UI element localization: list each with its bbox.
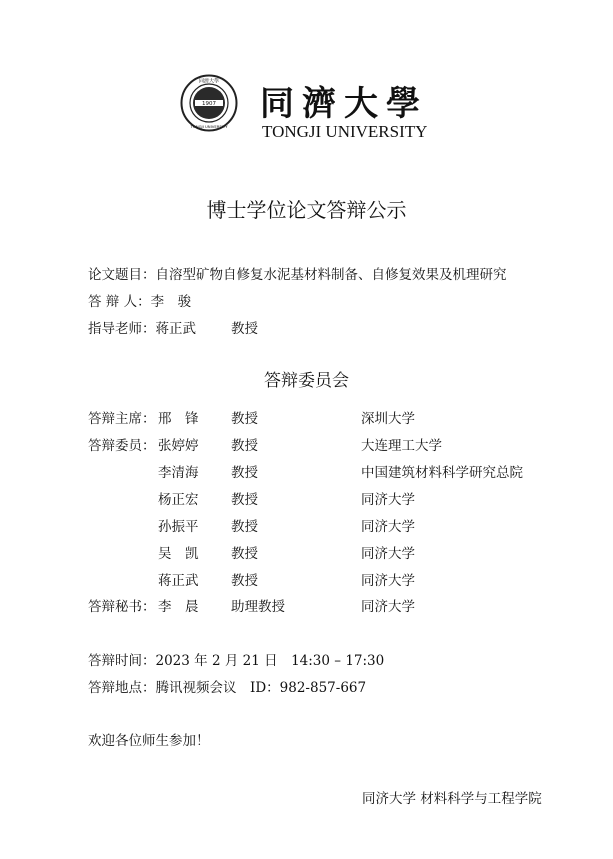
member-role: 答辩秘书： [88, 599, 156, 615]
member-title: 教授 [231, 519, 258, 535]
footer-signature: 同济大学 材料科学与工程学院 [362, 791, 542, 807]
member-name: 蒋正武 [158, 573, 199, 589]
defense-place-row [88, 676, 366, 696]
advisor-row [88, 317, 196, 337]
member-org: 中国建筑材料科学研究总院 [361, 465, 523, 481]
member-title: 教授 [231, 438, 258, 454]
member-title: 教授 [231, 573, 258, 589]
member-name: 邢 锋 [158, 411, 199, 427]
advisor-title: 教授 [231, 321, 258, 337]
member-name: 孙振平 [158, 519, 199, 535]
member-org: 大连理工大学 [361, 438, 442, 454]
member-role: 答辩主席： [88, 411, 156, 427]
committee-heading: 答辩委员会 [264, 371, 349, 391]
thesis-title-label: 论文题目： [88, 267, 156, 283]
member-org: 同济大学 [361, 573, 415, 589]
member-name: 李清海 [158, 465, 199, 481]
member-title: 教授 [231, 465, 258, 481]
member-name: 张婷婷 [158, 438, 199, 454]
member-name: 李 晨 [158, 599, 199, 615]
member-org: 同济大学 [361, 519, 415, 535]
defense-place-label: 答辩地点： [88, 680, 156, 696]
member-org: 同济大学 [361, 599, 415, 615]
university-name-en: TONGJI UNIVERSITY [262, 122, 428, 141]
advisor-name: 蒋正武 [155, 321, 196, 337]
seal-year: 1907 [202, 101, 216, 107]
university-header [180, 74, 440, 144]
candidate-row [88, 290, 191, 310]
member-org: 深圳大学 [361, 411, 415, 427]
defense-time-row [88, 649, 384, 669]
defense-time-label: 答辩时间： [88, 653, 156, 669]
thesis-title-row [88, 263, 507, 283]
member-title: 教授 [231, 546, 258, 562]
member-title: 教授 [231, 492, 258, 508]
member-title: 教授 [231, 411, 258, 427]
member-title: 助理教授 [231, 599, 285, 615]
welcome-text: 欢迎各位师生参加！ [88, 733, 210, 749]
seal-top-text: 同濟大學 [198, 78, 220, 85]
member-org: 同济大学 [361, 492, 415, 508]
member-role: 答辩委员： [88, 438, 156, 454]
thesis-title-value: 自溶型矿物自修复水泥基材料制备、自修复效果及机理研究 [155, 267, 507, 283]
page-title: 博士学位论文答辩公示 [206, 198, 407, 222]
candidate-name: 李 骏 [150, 294, 192, 310]
member-org: 同济大学 [361, 546, 415, 562]
advisor-label: 指导老师： [88, 321, 156, 337]
seal-bottom-text: TONGJI UNIVERSITY [190, 124, 228, 129]
university-name-cn: 同濟大學 [260, 84, 428, 124]
defense-time-value: 2023 年 2 月 21 日 14:30 – 17:30 [155, 653, 385, 669]
defense-place-value: 腾讯视频会议 ID：982-857-667 [155, 680, 367, 696]
university-seal-icon [180, 74, 238, 132]
member-name: 吴 凯 [158, 546, 199, 562]
member-name: 杨正宏 [158, 492, 199, 508]
candidate-label: 答 辩 人： [88, 294, 151, 310]
